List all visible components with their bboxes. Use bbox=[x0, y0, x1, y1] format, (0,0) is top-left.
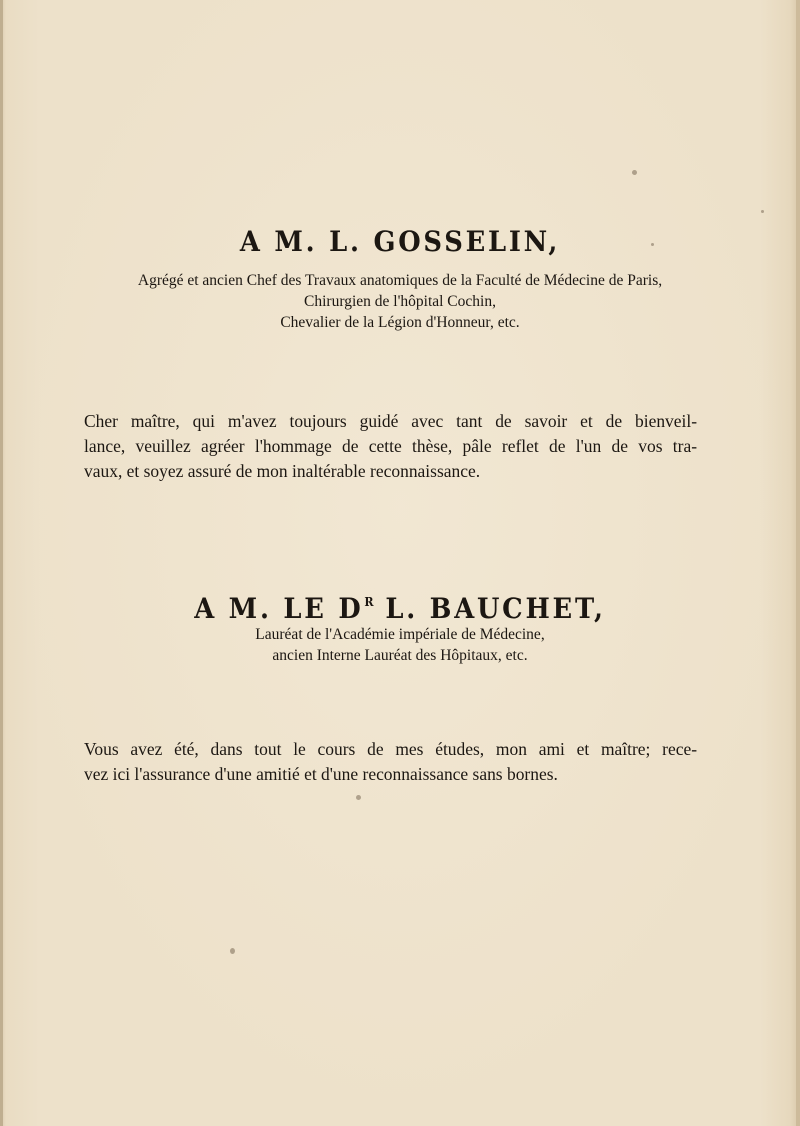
paper-speck bbox=[230, 948, 235, 954]
subtitle-line: ancien Interne Lauréat des Hôpitaux, etc. bbox=[272, 647, 528, 664]
paper-speck bbox=[761, 210, 764, 213]
dedication-heading-bauchet bbox=[32, 586, 768, 625]
dedication-paragraph-gosselin bbox=[84, 409, 697, 484]
heading-part: A M. LE D bbox=[194, 592, 364, 625]
paragraph-line: Cher maître, qui m'avez toujours guidé avec tant de savoir et de bienveil- bbox=[84, 411, 698, 431]
subtitle-line: Chevalier de la Légion d'Honneur, etc. bbox=[280, 314, 520, 331]
page-edge-left bbox=[0, 0, 3, 1126]
paragraph-line: lance, veuillez agréer l'hommage de cette thèse, pâle reflet de l'un de vos tra- bbox=[84, 436, 698, 456]
dedication-subtitle-gosselin bbox=[0, 270, 800, 333]
page-edge-right bbox=[796, 0, 800, 1126]
subtitle-line: Lauréat de l'Académie impériale de Médecine, bbox=[255, 626, 545, 643]
paragraph-line: vaux, et soyez assuré de mon inaltérable reconnaissance. bbox=[84, 461, 481, 481]
paper-speck bbox=[632, 170, 637, 175]
paragraph-line: Vous avez été, dans tout le cours de mes études, mon ami et maître; rece- bbox=[84, 739, 698, 759]
paper-speck bbox=[356, 795, 361, 800]
paper-speck bbox=[651, 243, 654, 246]
heading-superscript: R bbox=[364, 595, 374, 609]
dedication-subtitle-bauchet bbox=[0, 624, 800, 666]
subtitle-line: Agrégé et ancien Chef des Travaux anatomiques de la Faculté de Médecine de Paris, bbox=[137, 272, 663, 289]
subtitle-line: Chirurgien de l'hôpital Cochin, bbox=[304, 293, 496, 310]
dedication-paragraph-bauchet bbox=[84, 737, 697, 787]
dedication-heading-gosselin: A M. L. GOSSELIN, bbox=[239, 225, 561, 258]
heading-part: L. BAUCHET, bbox=[373, 592, 606, 625]
paragraph-line: vez ici l'assurance d'une amitié et d'une reconnaissance sans bornes. bbox=[84, 764, 558, 784]
